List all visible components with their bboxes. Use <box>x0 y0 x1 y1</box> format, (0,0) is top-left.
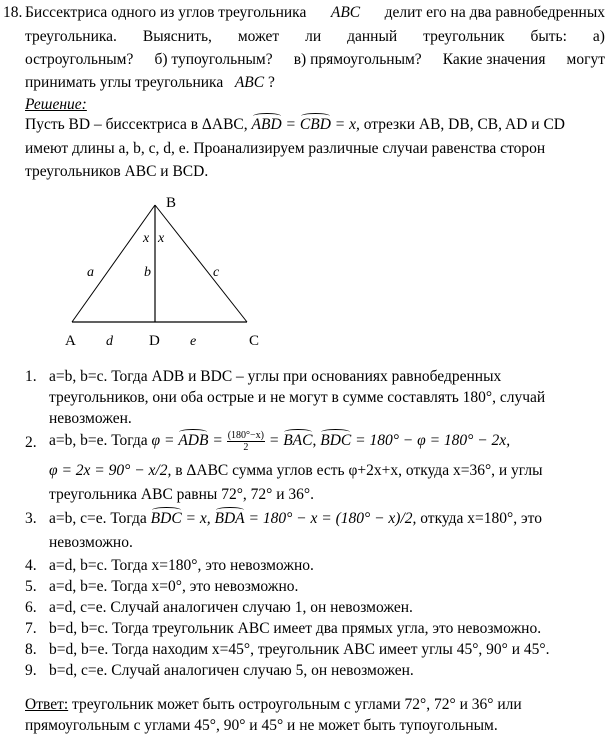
vertex-b-label: B <box>166 195 177 211</box>
case-math: = x, <box>185 510 211 527</box>
angle-cbd: CBD <box>299 116 331 133</box>
answer-line-2: прямоугольным с углами 45°, 90° и 45° и не может быть тупоугольным. <box>25 717 498 734</box>
word: быть: <box>530 28 567 45</box>
case-4-number: 4. <box>25 557 37 574</box>
angle-bdc: BDC <box>320 432 352 450</box>
case-1-line-2: треугольников, они оба острые и не могут в сумме составлять 180°, случай <box>49 389 546 406</box>
case-2-line-3: треугольника ABC равны 72°, 72° и 36°. <box>49 486 314 503</box>
side-e-label: e <box>190 334 197 349</box>
side-ab <box>72 205 155 322</box>
case-math: = 180° − φ = 180° − 2x, <box>355 432 511 450</box>
word: Выяснить, <box>142 28 212 45</box>
angle-x-right: x <box>158 231 165 246</box>
angle-abd: ABD <box>251 116 282 133</box>
problem-line-2 <box>25 28 605 46</box>
problem-text: Биссектриса одного из углов треугольника <box>25 4 307 21</box>
case-math: φ = 2x = 90° − x/2, <box>49 462 172 479</box>
case-text: a=b, c=e. Тогда <box>49 510 147 527</box>
case-2-number: 2. <box>25 434 37 451</box>
case-3-line-1 <box>49 510 542 528</box>
problem-text: принимать углы треугольника <box>25 74 224 91</box>
comma: , <box>312 432 317 450</box>
answer-line-1 <box>25 696 522 714</box>
case-8-number: 8. <box>25 641 37 658</box>
case-7-text: b=d, b=c. Тогда треугольник ABC имеет два прямых угла, это невозможно. <box>49 620 542 637</box>
word: может <box>237 28 280 45</box>
case-6-number: 6. <box>25 599 37 616</box>
case-7-number: 7. <box>25 620 37 637</box>
fraction-denominator: 2 <box>243 442 249 453</box>
case-9-number: 9. <box>25 662 37 679</box>
solution-heading: Решение: <box>25 96 87 113</box>
equals-x: = x, <box>334 116 360 133</box>
case-5-text: a=d, b=e. Тогда x=0°, это невозможно. <box>49 578 299 595</box>
word: могут <box>566 51 605 68</box>
word: треугольника. <box>25 28 117 45</box>
case-4-text: a=d, b=c. Тогда x=180°, это невозможно. <box>49 557 314 574</box>
problem-number: 18. <box>3 4 23 21</box>
solution-text: Пусть BD – биссектриса в ΔABC, <box>25 116 248 133</box>
angle-x-left: x <box>143 231 150 246</box>
triangle-name: ABC <box>330 4 361 21</box>
side-a-label: a <box>87 265 94 280</box>
word: Какие значения <box>442 51 546 68</box>
fraction <box>227 430 265 453</box>
case-9-text: b=d, c=e. Случай аналогичен случаю 5, он невозможен. <box>49 662 414 679</box>
case-text: в ΔABC сумма углов есть φ+2x+x, откуда x=36°, и углы <box>175 462 543 479</box>
answer-label: Ответ: <box>25 696 69 713</box>
phi-eq: φ = <box>151 432 175 450</box>
case-text: a=b, b=e. Тогда <box>49 432 148 450</box>
case-3-number: 3. <box>25 510 37 527</box>
problem-line-3 <box>25 51 605 69</box>
angle-bda: BDA <box>214 510 245 527</box>
fraction-numerator: (180°−x) <box>227 430 264 441</box>
case-2-line-1 <box>49 430 510 453</box>
case-1-line-1: a=b, b=c. Тогда ADB и BDC – углы при основаниях равнобедренных <box>49 368 502 385</box>
problem-line-1 <box>25 4 605 22</box>
triangle-name: ABC <box>234 74 265 91</box>
case-2-line-2 <box>49 462 543 480</box>
answer-text: треугольник может быть остроугольным с углами 72°, 72° и 36° или <box>72 696 522 713</box>
word: данный <box>347 28 398 45</box>
side-c-label: c <box>213 265 220 280</box>
question-mark: ? <box>268 74 275 91</box>
side-b-label: b <box>144 265 151 280</box>
side-d-label: d <box>106 334 113 349</box>
solution-line-2: имеют длины a, b, c, d, e. Проанализируем различные случаи равенства сторон <box>25 140 546 157</box>
case-text: откуда x=180°, это <box>420 510 542 527</box>
word: б) тупоугольным? <box>154 51 273 68</box>
angle-adb: ADB <box>178 432 209 450</box>
solution-text: отрезки AB, DB, CB, AD и CD <box>363 116 565 133</box>
case-1-number: 1. <box>25 368 37 385</box>
word: остроугольным? <box>25 51 134 68</box>
case-3-line-2: невозможно. <box>49 534 133 551</box>
vertex-a-label: A <box>65 333 76 349</box>
case-6-text: a=d, c=e. Случай аналогичен случаю 1, он невозможен. <box>49 599 413 616</box>
word: а) <box>592 28 605 45</box>
word: треугольник <box>423 28 505 45</box>
equals: = <box>285 116 297 133</box>
angle-bac: BAC <box>283 432 313 450</box>
solution-line-1 <box>25 116 565 134</box>
angle-bdc: BDC <box>150 510 182 527</box>
word: ли <box>305 28 322 45</box>
side-bc <box>155 205 247 322</box>
case-math: = 180° − x = (180° − x)/2, <box>248 510 417 527</box>
triangle-figure <box>55 190 285 355</box>
problem-text: делит его на два равнобедренных <box>384 4 605 21</box>
case-1-line-3: невозможен. <box>49 410 132 427</box>
vertex-d-label: D <box>149 333 160 349</box>
case-5-number: 5. <box>25 578 37 595</box>
word: в) прямоугольным? <box>293 51 422 68</box>
problem-line-4 <box>25 74 275 92</box>
equals: = <box>268 432 280 450</box>
case-8-text: b=d, b=e. Тогда находим x=45°, треугольник ABC имеет углы 45°, 90° и 45°. <box>49 641 550 658</box>
vertex-c-label: C <box>249 333 260 349</box>
solution-line-3: треугольников ABC и BCD. <box>25 163 209 180</box>
equals: = <box>212 432 223 450</box>
